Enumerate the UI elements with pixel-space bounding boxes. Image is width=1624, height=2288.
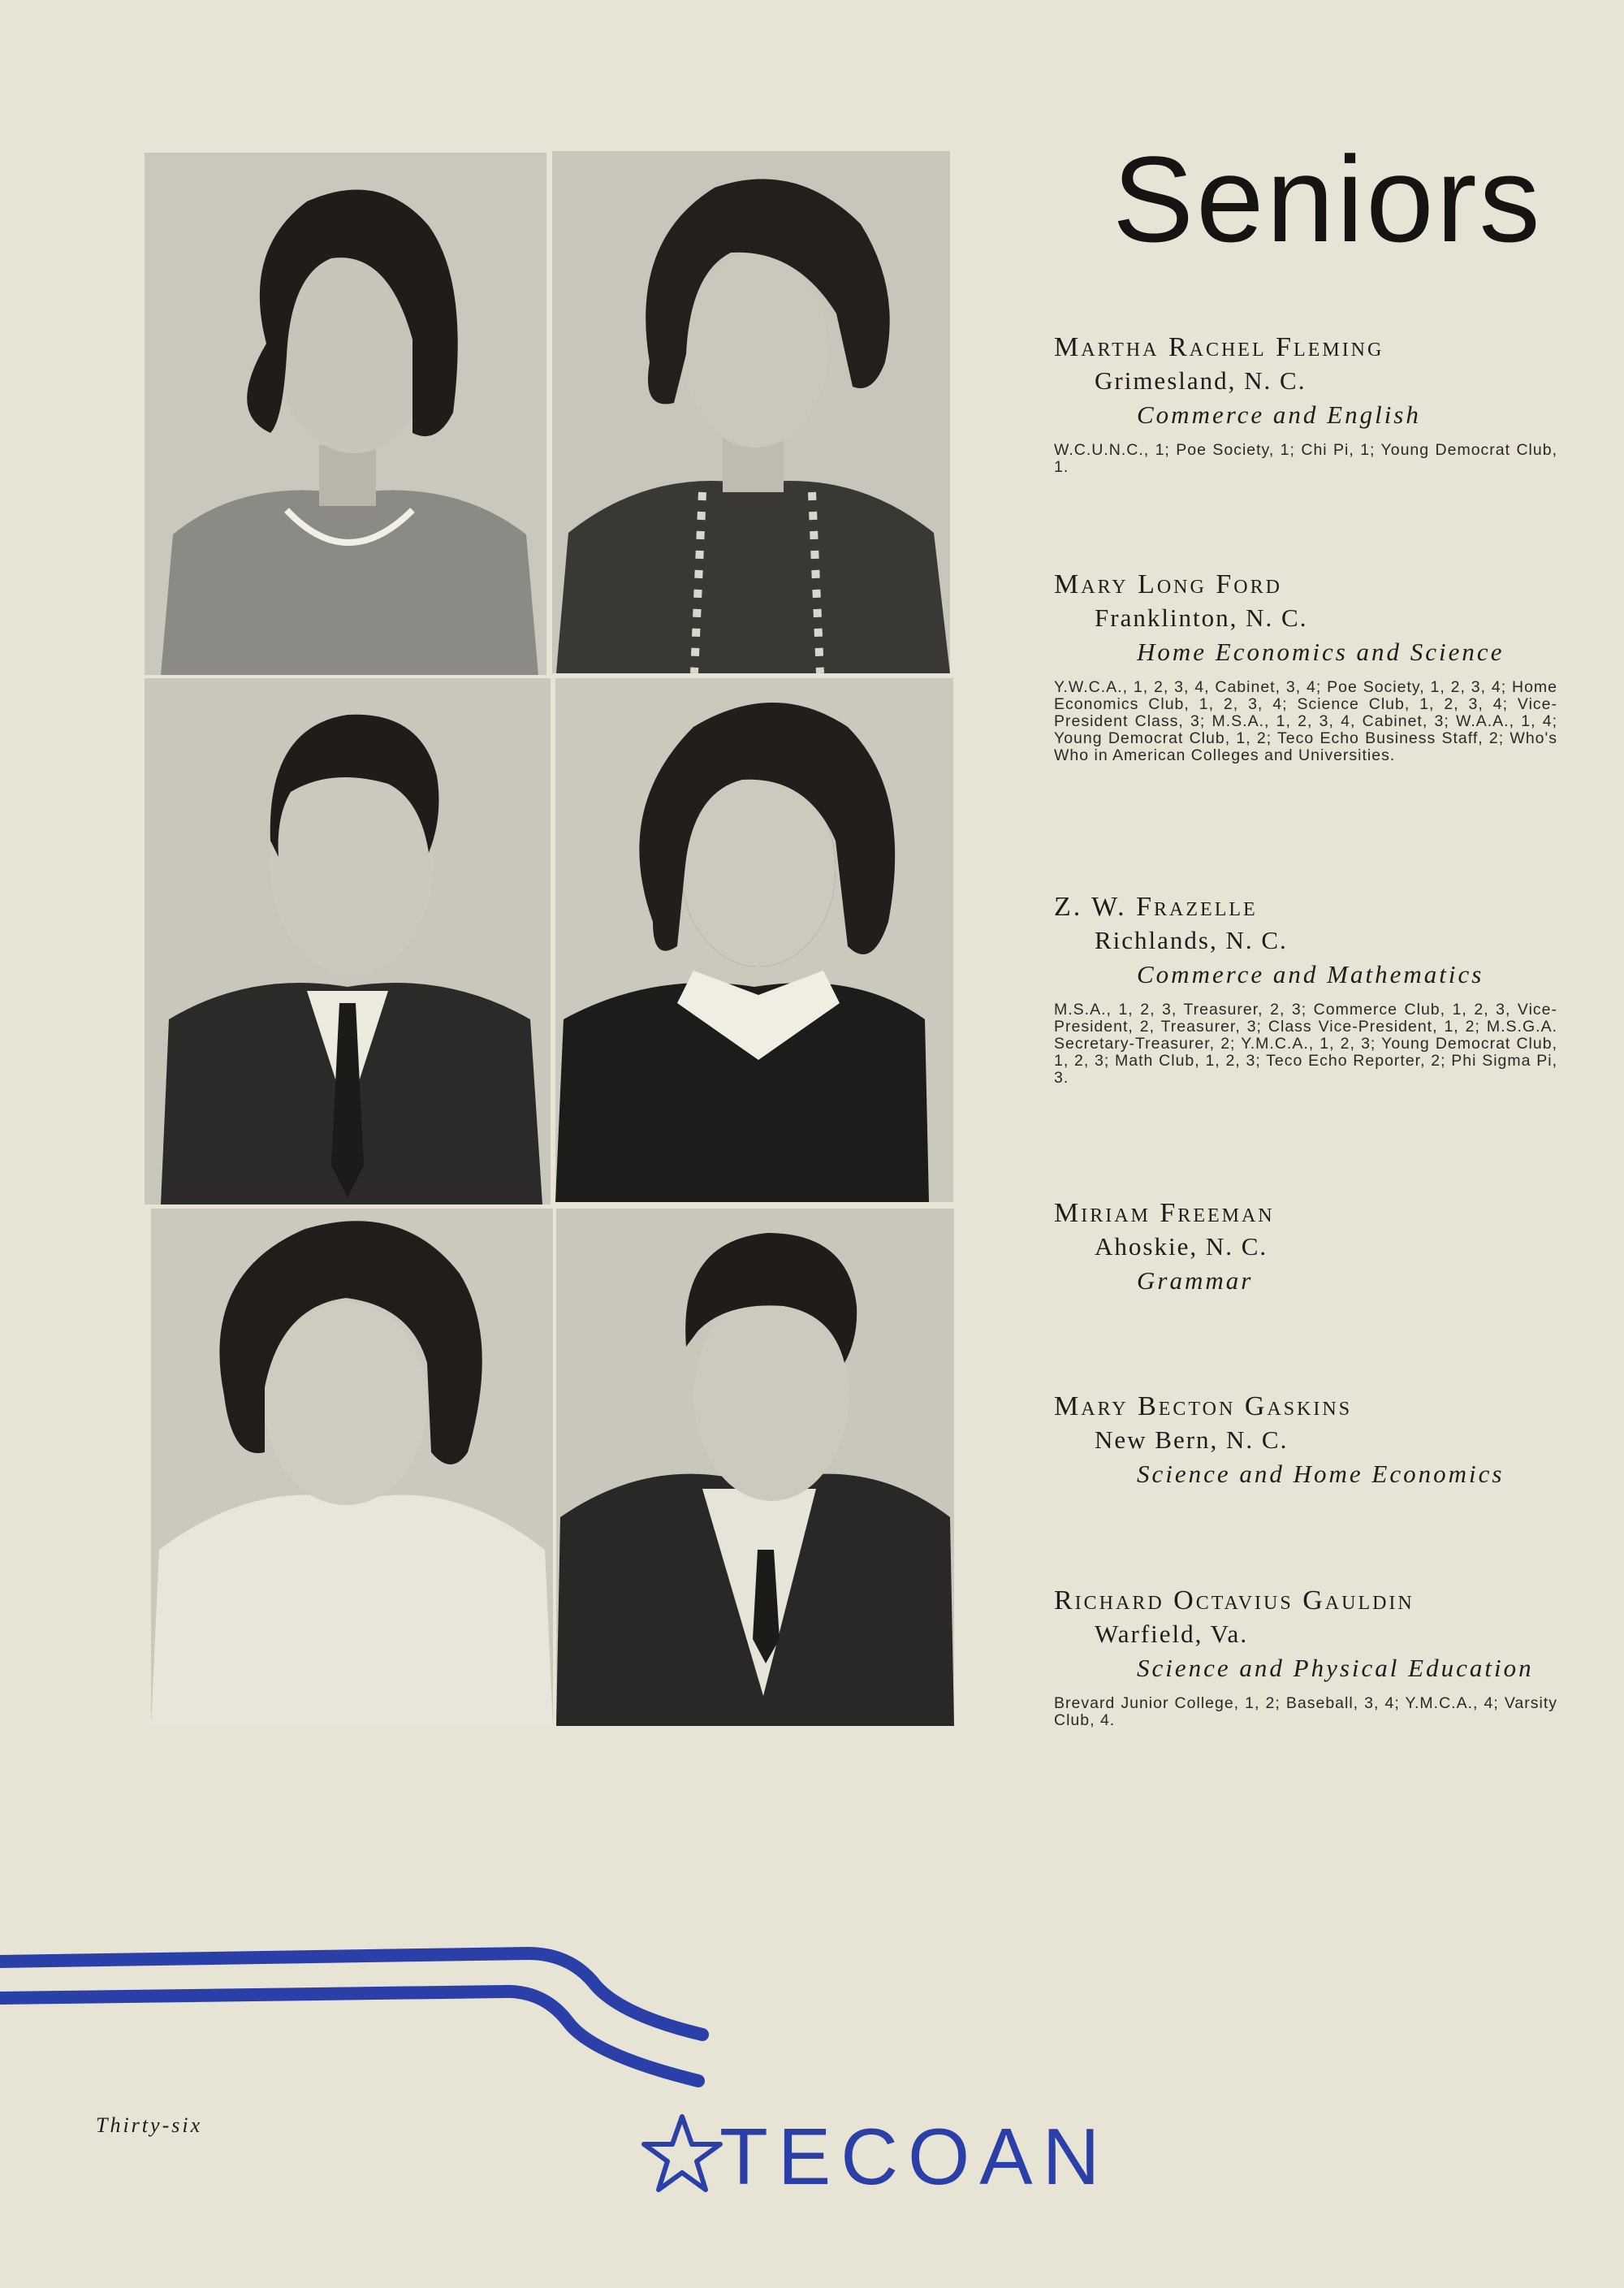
senior-entry — [1054, 1197, 1557, 1298]
portrait-photo-gauldin — [556, 1209, 954, 1726]
decorative-swoosh — [0, 1933, 731, 2096]
senior-activities: Y.W.C.A., 1, 2, 3, 4, Cabinet, 3, 4; Poe Society, 1, 2, 3, 4; Home Economics Club, 1, 2, 3, 4; Science Club, 1, 2, 3, 4; Vice-President Class, 3; M.S.A., 1, 2, 3, 4, Cabinet, 3; W.A.A., 1, 4; Young Democrat Club, 1, 2; Teco Echo Business Staff, 2; Who's Who in American Colleges and Universities. — [1054, 678, 1557, 764]
portrait-photo-frazelle — [145, 678, 551, 1205]
senior-hometown: Warfield, Va. — [1095, 1620, 1249, 1648]
senior-course: Commerce and English — [1137, 400, 1421, 429]
senior-course: Science and Physical Education — [1137, 1654, 1534, 1682]
page-title: Seniors — [1112, 131, 1543, 267]
senior-activities: Brevard Junior College, 1, 2; Baseball, 3, 4; Y.M.C.A., 4; Varsity Club, 4. — [1054, 1694, 1557, 1729]
page-number: Thirty-six — [96, 2113, 203, 2137]
portrait-photo-fleming — [145, 153, 546, 675]
star-icon — [641, 2112, 723, 2201]
senior-activities: M.S.A., 1, 2, 3, Treasurer, 2, 3; Commerce Club, 1, 2, 3, Vice-President, 2, Treasurer, 3; Class Vice-President, 1, 2; M.S.G.A. Secretary-Treasurer, 2; Y.M.C.A., 1, 2, 3; Young Democrat Club, 1, 2, 3; Math Club, 1, 2, 3; Teco Echo Reporter, 2; Phi Sigma Pi, 3. — [1054, 1001, 1557, 1087]
senior-hometown: Grimesland, N. C. — [1095, 366, 1307, 395]
tecoan-logo — [641, 2112, 1110, 2201]
senior-entry — [1054, 891, 1557, 1087]
senior-name: Mary Becton Gaskins — [1054, 1391, 1353, 1421]
logo-text: TECOAN — [719, 2112, 1110, 2201]
senior-name: Miriam Freeman — [1054, 1198, 1275, 1228]
senior-hometown: Ahoskie, N. C. — [1095, 1232, 1268, 1261]
senior-course: Commerce and Mathematics — [1137, 960, 1484, 988]
senior-entry — [1054, 569, 1557, 764]
senior-course: Grammar — [1137, 1266, 1254, 1295]
senior-hometown: Richlands, N. C. — [1095, 926, 1288, 954]
senior-name: Martha Rachel Fleming — [1054, 332, 1384, 362]
senior-name: Mary Long Ford — [1054, 569, 1282, 599]
senior-name: Z. W. Frazelle — [1054, 892, 1258, 922]
senior-entry — [1054, 331, 1557, 476]
senior-entry — [1054, 1391, 1557, 1491]
senior-hometown: Franklinton, N. C. — [1095, 603, 1308, 632]
portrait-photo-freeman — [555, 678, 953, 1202]
senior-course: Home Economics and Science — [1137, 638, 1505, 666]
senior-hometown: New Bern, N. C. — [1095, 1425, 1289, 1454]
senior-entry — [1054, 1585, 1557, 1729]
senior-course: Science and Home Economics — [1137, 1460, 1505, 1488]
senior-name: Richard Octavius Gauldin — [1054, 1585, 1415, 1615]
portrait-photo-gaskins — [151, 1209, 553, 1726]
senior-activities: W.C.U.N.C., 1; Poe Society, 1; Chi Pi, 1; Young Democrat Club, 1. — [1054, 441, 1557, 476]
portrait-photo-ford — [552, 151, 950, 673]
